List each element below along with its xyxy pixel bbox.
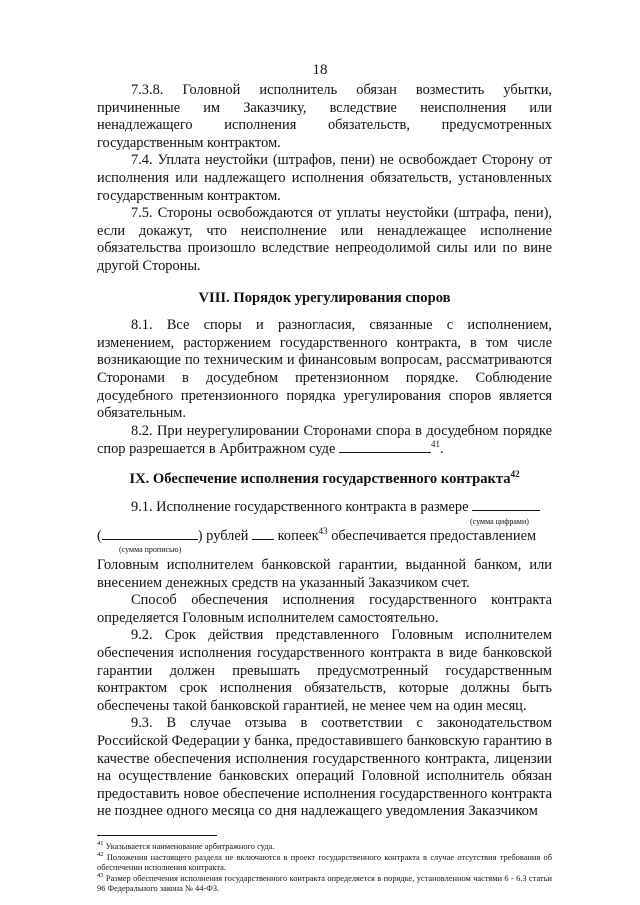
paragraph-8-2 xyxy=(97,423,552,459)
paragraph-9-1-start xyxy=(97,498,552,517)
footnote-text: Положения настоящего раздела не включаются в проект государственного контракта в случае отсутствия требования об обеспечении исполнения контракта. xyxy=(97,852,553,873)
paragraph-9-1-cont: Головным исполнителем банковской гарантии, выданной банком, или внесением денежных средств на указанный Заказчиком счет. xyxy=(97,557,552,591)
footnotes xyxy=(97,835,552,895)
kopecks-label: копеек xyxy=(277,528,319,545)
footnote-mark: 41 xyxy=(97,840,104,848)
footnote-mark: 42 xyxy=(97,850,104,858)
footnote-42 xyxy=(97,850,553,874)
footnote-ref-42: 42 xyxy=(510,469,520,480)
footnote-mark: 43 xyxy=(97,871,104,879)
paragraph-9-1-text: 9.1. Исполнение государственного контракта в размере xyxy=(131,499,469,516)
page-body xyxy=(97,82,552,895)
footnote-separator xyxy=(97,835,217,836)
paragraph-9-2: 9.2. Срок действия представленного Головным исполнителем обеспечения исполнения государственного контракта в виде банковской гарантии должен превышать предусмотренный государственным контрактом срок исполнения обязательств, которые должны быть обеспечены такой банковской гарантией, не менее чем на один месяц. xyxy=(97,627,552,714)
page-number: 18 xyxy=(312,62,328,78)
guarantee-text: обеспечивается предоставлением xyxy=(331,528,537,545)
court-name-blank xyxy=(339,440,431,453)
amount-line: ( ) рублей копеек$^{43}$ обеспечивается предоставлением xyxy=(97,526,537,545)
footnote-ref-41: 41 xyxy=(430,439,440,450)
caption-amount-words: (сумма прописью) xyxy=(119,545,182,555)
caption-amount-digits: (сумма цифрами) xyxy=(470,517,529,527)
footnote-text: Размер обеспечения исполнения государственного контракта определяется в порядке, установленном частями 6 - 6.3 статьи 96 Федерального закона № 44-ФЗ. xyxy=(97,873,552,894)
paragraph-9-1-method: Способ обеспечения исполнения государственного контракта определяется Головным исполнителем самостоятельно. xyxy=(97,592,552,626)
section-heading-9-text: IX. Обеспечение исполнения государственного контракта xyxy=(129,470,511,487)
paragraph-8-1: 8.1. Все споры и разногласия, связанные с исполнением, изменением, расторжением государственного контракта, в том числе возникающие по техническим и финансовым вопросам, рассматриваются Сторонами в досудебном претензионном порядке. Соблюдение досудебного претензионного порядка урегулирования споров является обязательным. xyxy=(97,317,552,422)
rubles-label: ) рублей xyxy=(197,528,249,545)
footnote-text: Указывается наименование арбитражного суда. xyxy=(105,841,275,851)
paragraph-7-4: 7.4. Уплата неустойки (штрафов, пени) не освобождает Сторону от исполнения или надлежащего исполнения обязательств, установленных государственным контрактом. xyxy=(97,152,552,204)
amount-words-blank xyxy=(102,527,198,540)
paragraph-7-5: 7.5. Стороны освобождаются от уплаты неустойки (штрафа, пени), если докажут, что неисполнение или ненадлежащее исполнение обязательства произошло вследствие непреодолимой силы или по вине другой Стороны. xyxy=(97,205,552,274)
kopecks-blank xyxy=(252,527,274,540)
section-heading-8: VIII. Порядок урегулирования споров xyxy=(198,289,451,306)
amount-words-row xyxy=(97,517,552,555)
paragraph-7-3-8: 7.3.8. Головной исполнитель обязан возместить убытки, причиненные им Заказчику, вследствие неисполнения или ненадлежащего исполнения обязательств, предусмотренных государственным контрактом. xyxy=(97,82,552,151)
paragraph-9-3: 9.3. В случае отзыва в соответствии с законодательством Российской Федерации у банка, предоставившего банковскую гарантию в качестве обеспечения исполнения государственного контракта, лицензии на осуществление банковских операций Головной исполнитель обязан предоставить новое обеспечение исполнения государственного контракта не позднее одного месяца со дня надлежащего уведомления Заказчиком xyxy=(97,715,552,820)
footnote-ref-43: 43 xyxy=(318,526,328,537)
paragraph-8-2-end: . xyxy=(439,441,444,458)
footnote-43 xyxy=(97,871,552,895)
amount-digits-blank xyxy=(472,498,540,511)
section-heading-9 xyxy=(97,471,552,489)
paragraph-8-2-text: 8.2. При неурегулировании Сторонами спора в досудебном порядке спор разрешается в Арбитражном суде xyxy=(97,422,552,458)
footnote-41 xyxy=(97,842,552,853)
